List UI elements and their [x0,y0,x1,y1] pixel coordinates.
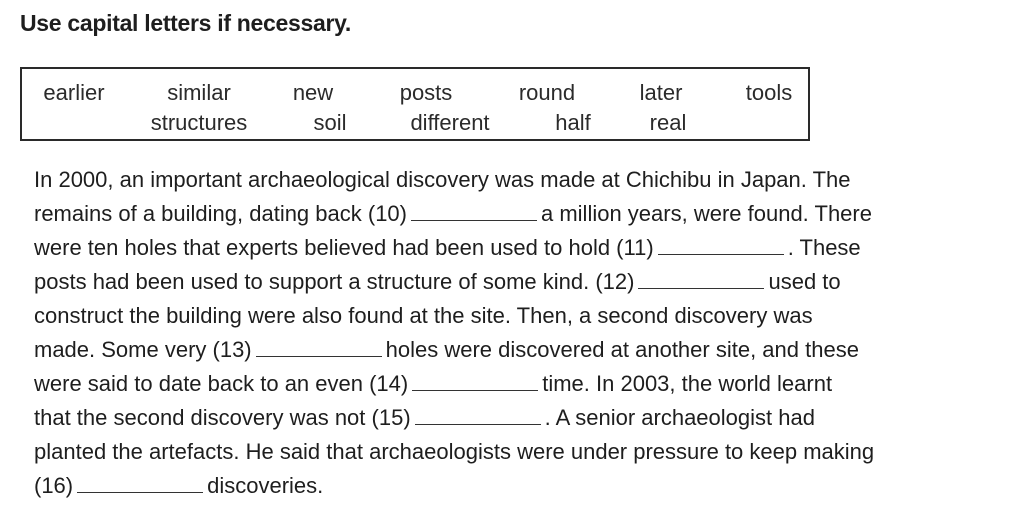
passage-text: . These [787,235,861,260]
word-option: similar [167,80,231,105]
word-option: round [518,80,576,105]
passage-line [34,367,994,401]
blank-11[interactable] [658,236,784,255]
passage-text: (16) [34,473,74,498]
passage [34,163,994,503]
passage-text: construct the building were also found at the site. Then, a second discovery was [34,303,813,328]
passage-line [34,299,994,333]
blank-15[interactable] [415,406,541,425]
word-option: earlier [43,80,105,105]
passage-line [34,231,994,265]
passage-line [34,401,994,435]
passage-text: made. Some very (13) [34,337,252,362]
passage-text: discoveries. [207,473,324,498]
blank-16[interactable] [77,474,203,493]
word-option: later [639,80,683,105]
passage-text: used to [768,269,841,294]
passage-text: . A senior archaeologist had [544,405,815,430]
passage-text: a million years, were found. There [541,201,872,226]
word-option: posts [399,80,453,105]
passage-line [34,469,994,503]
passage-text: were said to date back to an even (14) [34,371,409,396]
passage-line [34,163,994,197]
passage-text: remains of a building, dating back (10) [34,201,407,226]
word-box [20,67,810,141]
passage-line [34,197,994,231]
passage-line [34,265,994,299]
passage-text: planted the artefacts. He said that archaeologists were under pressure to keep making [34,439,875,464]
passage-text: time. In 2003, the world learnt [542,371,833,396]
word-option: different [410,110,490,135]
word-option: structures [150,110,248,135]
blank-12[interactable] [638,270,764,289]
passage-text: posts had been used to support a structure of some kind. (12) [34,269,635,294]
passage-text: In 2000, an important archaeological discovery was made at Chichibu in Japan. The [34,167,851,192]
word-option: soil [313,110,347,135]
passage-line [34,333,994,367]
word-option: new [292,80,334,105]
blank-14[interactable] [412,372,538,391]
passage-text: were ten holes that experts believed had been used to hold (11) [34,235,654,260]
passage-text: that the second discovery was not (15) [34,405,411,430]
passage-line [34,435,994,469]
word-option: real [649,110,687,135]
instruction-heading: Use capital letters if necessary. [20,10,352,36]
passage-text: holes were discovered at another site, and these [385,337,859,362]
blank-13[interactable] [256,338,382,357]
blank-10[interactable] [411,202,537,221]
word-option: tools [745,80,793,105]
word-option: half [555,110,591,135]
